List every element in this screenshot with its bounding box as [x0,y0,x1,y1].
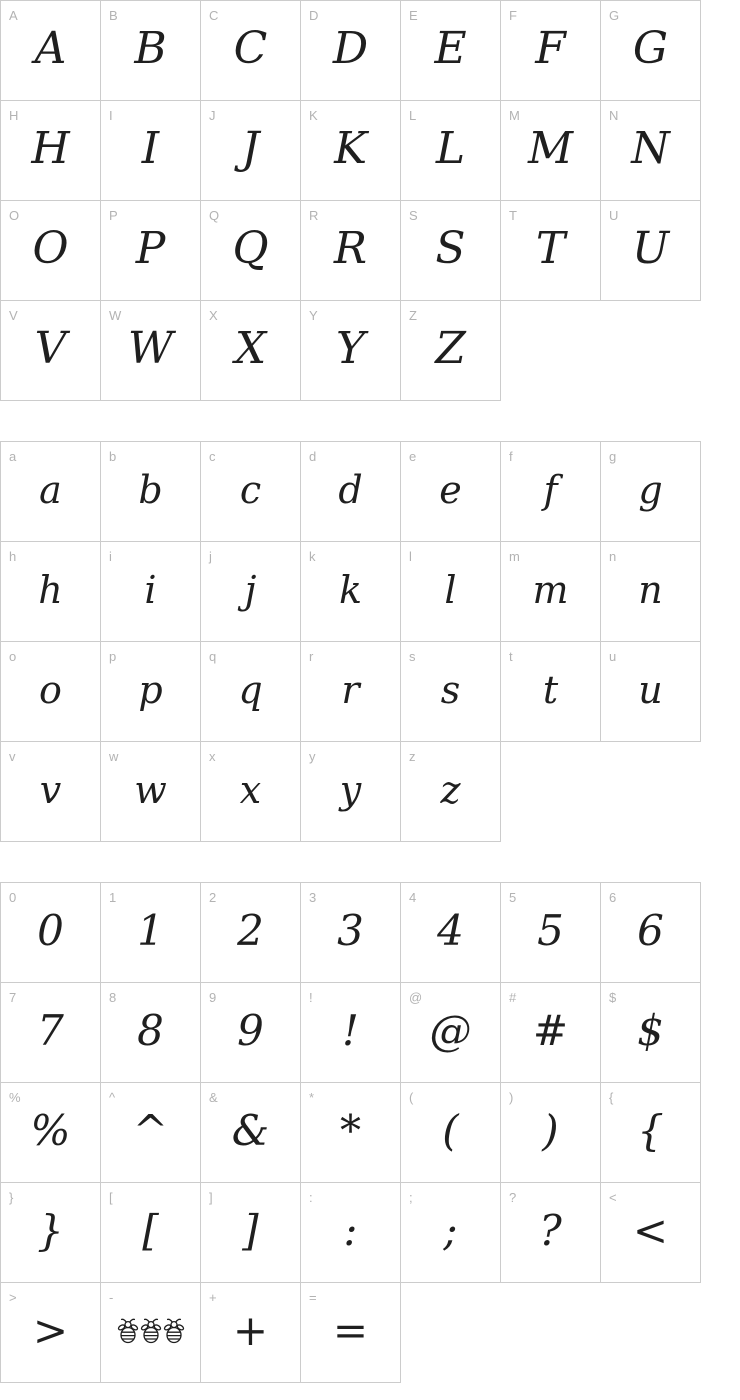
glyph: S [435,223,466,274]
glyph-cell [101,1,201,101]
glyph-cell [201,883,301,983]
glyph-cell-label: A [9,8,19,23]
glyph-cell-label: C [209,8,219,23]
glyph: g [638,467,663,512]
glyph: D [332,23,369,74]
glyph-cell-label: v [9,749,16,764]
glyph: m [532,567,569,612]
glyph: ! [342,1006,359,1055]
glyph-cell [101,742,201,842]
glyph-cell-label: % [9,1090,22,1105]
glyph-cell [401,1,501,101]
glyph: ( [442,1106,459,1155]
glyph-cell-label: T [509,208,518,223]
glyph: V [34,323,67,374]
glyph-cell [501,442,601,542]
glyph-cell-label: 2 [209,890,217,905]
glyph-cell [601,883,701,983]
glyph-cell [301,1283,401,1383]
glyph-cell [601,1183,701,1283]
glyph-cell [501,101,601,201]
glyph-cell [301,201,401,301]
glyph-cell-label: < [609,1190,618,1205]
glyph: } [37,1206,64,1255]
glyph-cell [301,642,401,742]
glyph-cell-label: q [209,649,217,664]
glyph: * [340,1106,361,1155]
glyph: i [144,567,157,612]
glyph-cell-label: ) [509,1090,514,1105]
glyph: @ [429,1006,472,1055]
glyph-cell [1,883,101,983]
glyph: L [435,123,466,174]
glyph-cell-label: P [109,208,119,223]
glyph-cell [201,201,301,301]
glyph-cell [101,301,201,401]
glyph-cell [201,301,301,401]
glyph: > [32,1306,69,1355]
glyph-cell [301,301,401,401]
glyph-cell-label: Y [309,308,319,323]
glyph-cell-label: * [309,1090,315,1105]
glyph-cell-label: 1 [109,890,117,905]
glyph: U [631,223,670,274]
glyph-cell [601,642,701,742]
glyph-cell-label: N [609,108,619,123]
glyph-cell-label: } [9,1190,14,1205]
glyph: d [338,467,363,512]
glyph: a [39,467,62,512]
glyph-cell-label: X [209,308,219,323]
glyph: r [341,667,360,712]
glyph: R [333,223,368,274]
glyph-cell [201,542,301,642]
glyph-cell [1,1283,101,1383]
glyph-cell-label: M [509,108,521,123]
glyph-cell-label: u [609,649,617,664]
glyph: x [239,767,262,812]
glyph-cell [201,101,301,201]
glyph: + [232,1306,269,1355]
glyph-cell-label: R [309,208,319,223]
glyph-cell [201,1083,301,1183]
glyph-cell [101,1083,201,1183]
glyph: 2 [237,906,264,955]
glyph-cell [401,742,501,842]
glyph: ] [242,1206,259,1255]
glyph-cell-label: ^ [109,1090,116,1105]
glyph-cell-label: t [509,649,514,664]
glyph-cell-label: b [109,449,117,464]
glyph: & [231,1106,270,1155]
glyph-cell-label: - [109,1290,114,1305]
glyph-cell [401,442,501,542]
glyph-cell [101,883,201,983]
glyph: E [434,23,467,74]
glyph: 6 [637,906,664,955]
glyph-cell-label: 3 [309,890,317,905]
glyph-cell [301,983,401,1083]
glyph: 7 [37,1006,64,1055]
glyph: X [234,323,267,374]
glyph-cell [201,1183,301,1283]
glyph-cell-label: z [409,749,416,764]
glyph-cell [1,301,101,401]
glyph: B [134,23,167,74]
glyph-cell [201,442,301,542]
glyph: I [141,123,160,174]
glyph-cell-label: r [309,649,314,664]
glyph-cell-label: 6 [609,890,617,905]
glyph: p [138,667,163,712]
glyph-cell-label: D [309,8,319,23]
glyph-cell-label: e [409,449,417,464]
glyph: { [637,1106,664,1155]
glyph-cell [1,542,101,642]
lowercase-glyph-block [0,441,701,842]
glyph-cell [301,1,401,101]
glyph-cell [501,883,601,983]
glyph-cell-label: > [9,1290,18,1305]
glyph: N [631,123,670,174]
glyph-cell-label: 0 [9,890,17,905]
glyph-cell [1,1083,101,1183]
glyph-cell-label: ] [209,1190,214,1205]
glyph-cell-label: d [309,449,317,464]
glyph: A [34,23,67,74]
glyph-cell-label: ? [509,1190,517,1205]
glyph-cell [101,101,201,201]
glyph-cell-label: s [409,649,416,664]
uppercase-glyph-block [0,0,701,401]
glyph-cell [401,101,501,201]
glyph-cell-label: G [609,8,620,23]
glyph-cell [201,1,301,101]
glyph-cell [501,1083,601,1183]
glyph-cell-label: j [209,549,213,564]
glyph-cell-label: p [109,649,117,664]
glyph-cell-label: # [509,990,517,1005]
glyph-cell [601,1,701,101]
glyph-cell-label: 4 [409,890,417,905]
glyph: % [30,1106,71,1155]
glyph-cell [1,742,101,842]
glyph: J [241,123,260,174]
glyph-cell-label: 7 [9,990,17,1005]
glyph: 5 [537,906,564,955]
glyph-cell [301,742,401,842]
glyph-cell-label: L [409,108,417,123]
glyph-cell-label: l [409,549,413,564]
glyph: b [138,467,163,512]
glyph-cell [301,1083,401,1183]
glyph-cell [101,201,201,301]
glyph-cell-label: y [309,749,316,764]
glyph-cell [1,442,101,542]
glyph-cell-label: f [509,449,514,464]
bees-dingbat-icon [117,1316,185,1346]
glyph-cell-label: E [409,8,419,23]
glyph-cell-label: I [109,108,114,123]
glyph-cell [401,883,501,983]
glyph: o [39,667,62,712]
glyph: $ [637,1006,664,1055]
glyph-cell [101,642,201,742]
glyph: 3 [337,906,364,955]
glyph-cell-label: @ [409,990,423,1005]
bees-dingbat-glyph [101,1283,200,1382]
glyph-cell-label: x [209,749,216,764]
glyph: f [543,467,558,512]
glyph-cell [601,201,701,301]
glyph-cell-label: c [209,449,216,464]
glyph-cell [601,442,701,542]
glyph-cell [101,442,201,542]
glyph: H [31,123,70,174]
glyph-cell [1,983,101,1083]
glyph: M [527,123,574,174]
glyph: q [238,667,263,712]
glyph-cell-label: Z [409,308,418,323]
glyph-cell-label: 5 [509,890,517,905]
glyph-cell [301,883,401,983]
glyph-cell [1,101,101,201]
glyph: O [32,223,69,274]
glyph-cell [501,1183,601,1283]
glyph: y [339,767,362,812]
glyph-cell [501,983,601,1083]
glyph-cell [501,542,601,642]
glyph: n [638,567,663,612]
glyph-cell [401,201,501,301]
glyph: # [532,1006,569,1055]
glyph: 0 [37,906,64,955]
glyph-cell [1,1183,101,1283]
glyph: t [542,667,559,712]
glyph-cell-label: & [209,1090,219,1105]
glyph-cell-label: { [609,1090,614,1105]
glyph-cell-label: V [9,308,19,323]
glyph: s [440,667,461,712]
glyph: k [338,567,363,612]
glyph: P [135,223,166,274]
glyph: Z [435,323,466,374]
glyph: c [239,467,262,512]
glyph: : [343,1206,358,1255]
glyph: j [244,567,257,612]
glyph-cell [401,1083,501,1183]
glyph-cell-label: F [509,8,518,23]
glyph-cell [401,642,501,742]
glyph-cell-label: ; [409,1190,414,1205]
glyph-cell-label: i [109,549,113,564]
glyph-cell [301,442,401,542]
glyph: ) [542,1106,559,1155]
glyph: Q [232,223,269,274]
glyph-cell-label: W [109,308,122,323]
glyph-cell [201,642,301,742]
glyph-cell-label: Q [209,208,220,223]
glyph: ; [443,1206,458,1255]
glyph-cell-label: m [509,549,521,564]
glyph-cell [101,1283,201,1383]
glyph-cell-label: k [309,549,316,564]
glyph-cell [301,1183,401,1283]
glyph-cell-label: [ [109,1190,114,1205]
glyph: v [39,767,62,812]
glyph-cell-label: w [109,749,119,764]
glyph-cell [401,301,501,401]
glyph-cell-label: 8 [109,990,117,1005]
glyph-cell [601,983,701,1083]
glyph: 8 [137,1006,164,1055]
glyph-cell-label: B [109,8,119,23]
glyph: h [38,567,63,612]
glyph-cell-label: 9 [209,990,217,1005]
glyph-cell-label: g [609,449,617,464]
glyph: w [134,767,167,812]
glyph: Y [335,323,366,374]
glyph: C [233,23,268,74]
glyph-cell [501,642,601,742]
glyph: T [535,223,566,274]
glyph-cell-label: H [9,108,19,123]
glyph-cell [501,1,601,101]
glyph-cell [601,101,701,201]
glyph-cell [401,983,501,1083]
glyph-cell-label: n [609,549,617,564]
glyph-cell [201,1283,301,1383]
glyph-cell [101,1183,201,1283]
glyph-cell-label: : [309,1190,314,1205]
glyph-cell-label: $ [609,990,617,1005]
glyph-cell-label: + [209,1290,218,1305]
glyph-cell-label: S [409,208,419,223]
glyph-cell-label: ! [309,990,314,1005]
glyph-cell [1,201,101,301]
glyph-cell-label: O [9,208,20,223]
glyph-cell [201,983,301,1083]
glyph: G [632,23,669,74]
glyph-cell [401,1183,501,1283]
glyph-cell [1,1,101,101]
glyph-cell [101,542,201,642]
glyph-cell [501,201,601,301]
glyph: W [127,323,174,374]
glyph: K [334,123,367,174]
glyph: 4 [437,906,464,955]
glyph-cell-label: o [9,649,17,664]
glyph-cell-label: h [9,549,17,564]
glyph-cell-label: J [209,108,216,123]
digits-symbols-glyph-block [0,882,701,1383]
glyph-cell-label: U [609,208,619,223]
glyph: ? [539,1206,562,1255]
glyph-cell [201,742,301,842]
glyph: 1 [137,906,164,955]
glyph-cell [401,542,501,642]
glyph: F [535,23,566,74]
glyph-cell-label: ( [409,1090,414,1105]
glyph: ^ [132,1106,169,1155]
glyph-cell-label: K [309,108,319,123]
glyph: [ [142,1206,159,1255]
glyph-cell [101,983,201,1083]
glyph-cell [1,642,101,742]
glyph: z [440,767,461,812]
glyph-cell [601,542,701,642]
glyph: e [439,467,462,512]
glyph-cell [301,542,401,642]
glyph: 9 [237,1006,264,1055]
glyph-cell-label: a [9,449,17,464]
glyph: l [444,567,457,612]
glyph: < [632,1206,669,1255]
glyph: = [332,1306,369,1355]
glyph: u [638,667,663,712]
glyph-cell [301,101,401,201]
glyph-cell-label: = [309,1290,318,1305]
glyph-cell [601,1083,701,1183]
